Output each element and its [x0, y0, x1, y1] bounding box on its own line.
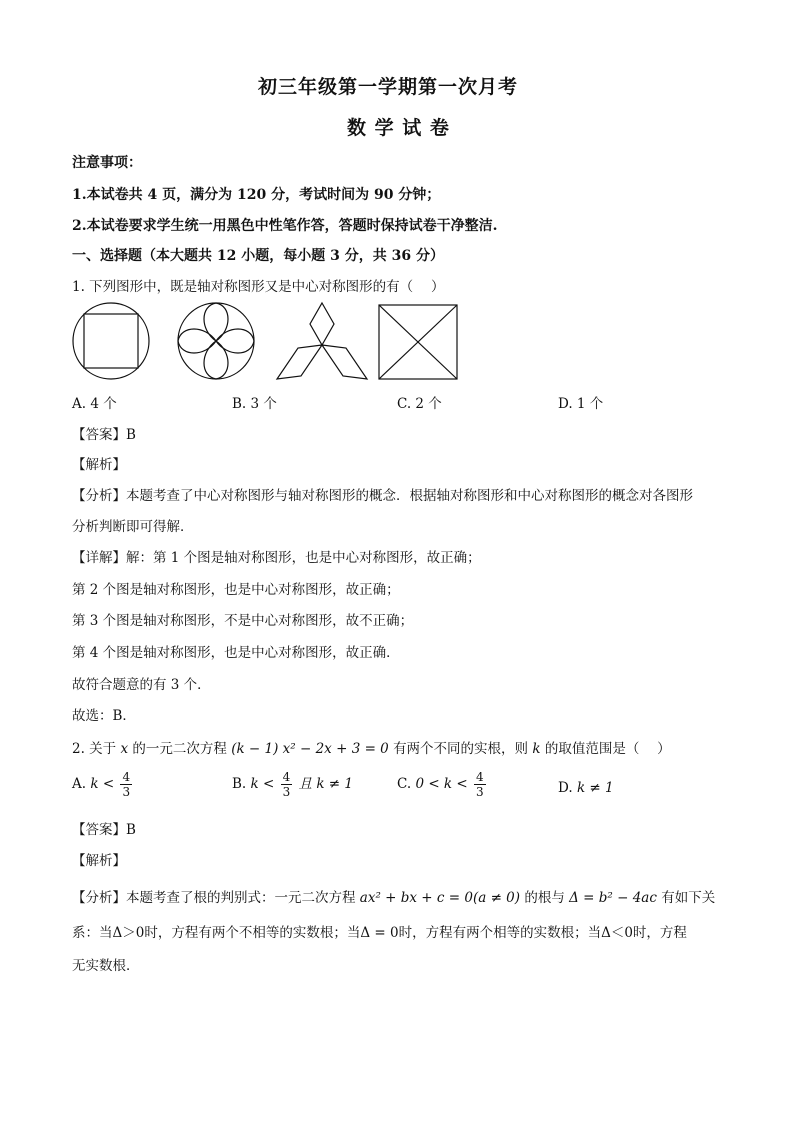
- figure-circle-square: [73, 303, 149, 379]
- q2-analysis-label: 【解析】: [72, 853, 126, 869]
- q2-fenxi-line-1: [72, 886, 715, 906]
- q2-option-b-tail: 且 k ≠ 1: [298, 776, 354, 792]
- q2-answer: 【答案】B: [72, 822, 136, 838]
- fraction-numerator: 4: [476, 770, 484, 784]
- q1-detail-4: 第 4 个图是轴对称图形，也是中心对称图形，故正确．: [72, 645, 400, 661]
- q2-stem-mid: 的一元二次方程: [132, 741, 227, 757]
- q2-fenxi-b: 的根与: [524, 890, 565, 906]
- q2-option-c-label: C.: [397, 776, 412, 792]
- q2-option-c-lhs: 0 < k <: [415, 776, 468, 792]
- q2-option-d-text: k ≠ 1: [576, 780, 614, 796]
- q1-detail-2: 第 2 个图是轴对称图形，也是中心对称图形，故正确；: [72, 582, 400, 598]
- fraction-numerator: 4: [122, 770, 131, 784]
- q2-option-c[interactable]: [397, 771, 488, 798]
- fraction-denominator: 3: [122, 785, 131, 799]
- q1-detail-6: 故选：B．: [72, 708, 136, 724]
- notes-line-1: 1.本试卷共 4 页，满分为 120 分，考试时间为 90 分钟；: [72, 187, 441, 203]
- fraction-four-thirds: [120, 771, 132, 798]
- fraction-numerator: 4: [282, 770, 291, 784]
- fraction-four-thirds: [474, 771, 486, 798]
- question-1-stem: 1. 下列图形中，既是轴对称图形又是中心对称图形的有（ ）: [72, 279, 445, 295]
- figure-three-rhombus: [277, 303, 367, 379]
- page-title: 初三年级第一学期第一次月考: [258, 76, 519, 98]
- question-1-figures: [70, 300, 370, 384]
- fraction-denominator: 3: [476, 785, 484, 799]
- q1-answer: 【答案】B: [72, 427, 136, 443]
- q2-fenxi-discriminant: Δ = b² − 4ac: [569, 890, 657, 906]
- figure-square-diagonals: [378, 304, 458, 384]
- q1-option-a[interactable]: A. 4 个: [72, 396, 117, 412]
- q2-stem-prefix: 2. 关于: [72, 741, 117, 757]
- q1-detail-1: 【详解】解：第 1 个图是轴对称图形，也是中心对称图形，故正确；: [72, 550, 481, 566]
- notes-line-2: 2.本试卷要求学生统一用黑色中性笔作答，答题时保持试卷干净整洁.: [72, 218, 498, 234]
- q1-analysis-label: 【解析】: [72, 457, 126, 473]
- q2-stem-end: 的取值范围是（ ）: [544, 741, 671, 757]
- q2-option-d-label: D.: [558, 780, 573, 796]
- q2-fenxi-line-3: 无实数根．: [72, 958, 140, 974]
- q1-option-c[interactable]: C. 2 个: [397, 396, 442, 412]
- q1-detail-5: 故符合题意的有 3 个．: [72, 677, 211, 693]
- q2-option-a[interactable]: [72, 771, 134, 798]
- q2-fenxi-a: 【分析】本题考查了根的判别式：一元二次方程: [72, 890, 356, 906]
- q2-fenxi-c: 有如下关: [661, 890, 716, 906]
- section-heading: 一、选择题（本大题共 12 小题，每小题 3 分，共 36 分）: [72, 248, 444, 264]
- q1-option-b[interactable]: B. 3 个: [232, 396, 277, 412]
- q1-detail-3: 第 3 个图是轴对称图形，不是中心对称图形，故不正确；: [72, 613, 414, 629]
- fraction-denominator: 3: [282, 785, 291, 799]
- q2-option-a-lhs: k <: [90, 776, 115, 792]
- q2-variable-x: x: [120, 741, 129, 757]
- q2-stem-after: 有两个不同的实根，则: [393, 741, 529, 757]
- q2-fenxi-equation: ax² + bx + c = 0(a ≠ 0): [359, 890, 521, 906]
- question-2-stem: [72, 737, 671, 757]
- q2-fenxi-line-2: 系：当Δ＞0时，方程有两个不相等的实数根；当Δ = 0时，方程有两个相等的实数根；当Δ＜0时，方程: [72, 925, 687, 941]
- q2-variable-k: k: [532, 741, 541, 757]
- q2-option-b-label: B.: [232, 776, 247, 792]
- q1-fenxi-line-2: 分析判断即可得解．: [72, 519, 194, 535]
- fraction-four-thirds: [281, 771, 293, 798]
- page-subtitle: 数 学 试 卷: [347, 117, 450, 139]
- figure-circle-petals: [178, 303, 254, 379]
- q1-fenxi-line-1: 【分析】本题考查了中心对称图形与轴对称图形的概念．根据轴对称图形和中心对称图形的概念对各图形: [72, 488, 693, 504]
- q2-option-b[interactable]: [232, 771, 353, 798]
- q1-option-d[interactable]: D. 1 个: [558, 396, 604, 412]
- figures-svg: [70, 300, 370, 384]
- square-diagonals-svg: [378, 304, 458, 380]
- q2-option-b-lhs: k <: [250, 776, 275, 792]
- q2-equation: (k − 1) x² − 2x + 3 = 0: [231, 741, 389, 757]
- q2-option-a-label: A.: [72, 776, 87, 792]
- notes-heading: 注意事项：: [72, 155, 142, 171]
- q2-option-d[interactable]: [558, 780, 614, 796]
